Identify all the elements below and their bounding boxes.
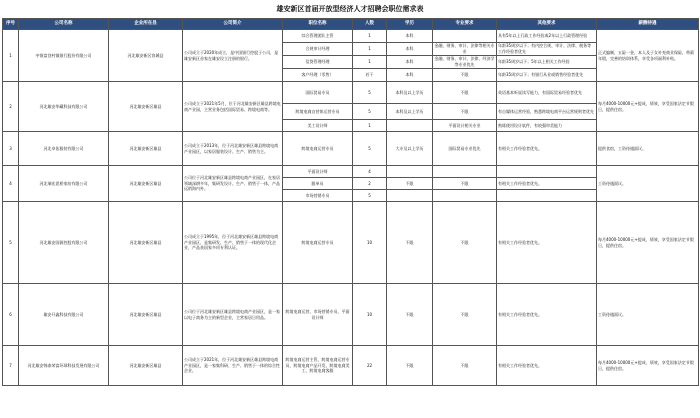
position-major: 不限 [433, 69, 497, 82]
company-intro: 公司成立于2013年，位于河北雄安新区雄县跨境电商产业园区，以家居服装设计、生产、销售为主。 [183, 132, 283, 166]
position-education: 本科及以上学历 [387, 104, 433, 120]
company-county: 河北雄安新区雄县 [109, 284, 183, 346]
position-major: 金融、财务、审计、法律等相关专业 [434, 43, 495, 54]
position-count: 5 [353, 190, 387, 202]
row-number: 6 [3, 284, 19, 346]
position-count: 10 [353, 284, 387, 346]
row-number: 1 [3, 30, 19, 82]
company-county: 河北雄安新区雄县 [109, 132, 183, 166]
header-cell: 学历 [387, 19, 433, 30]
row-number: 2 [3, 82, 19, 132]
position-title: 跟单员 [283, 178, 353, 190]
company-salary: 每月4000-10000元+提成，绩效，享受国家法定节假日，提供住宿。 [597, 202, 699, 284]
position-requirements: 有相关工作经验者优先。 [497, 178, 597, 190]
position-title: 合规审计经理 [283, 43, 353, 56]
table-body [3, 30, 699, 386]
position-count: 1 [353, 120, 387, 132]
company-county: 河北雄安新区雄县 [109, 346, 183, 386]
position-requirements: 有自媒体运营经验，熟悉跨境电商平台运营规则者优先 [497, 104, 597, 120]
position-education [387, 166, 433, 178]
company-salary: 工资待遇面议。 [597, 284, 699, 346]
position-count: 2 [353, 178, 387, 190]
company-intro: 公司位于河北雄安新区雄县跨境电商产业园区，是一家以电子商务为主的新型企业，主营家居日用品。 [183, 284, 283, 346]
company-name: 河北雄安锦泰荣富环球科技发展有限公司 [19, 346, 109, 386]
company-salary: 正式编制，五险一金，本人及子女补充商业保险，带薪年假，完善的培训体系，享受各项福利补贴。 [597, 30, 699, 82]
position-education [387, 120, 433, 132]
company-intro: 公司成立于1995年，位于河北雄安新区雄县跨境电商产业园区，是集研发、生产、销售于一体的现代化企业，产品获国家多项专利认证。 [183, 202, 283, 284]
row-number: 7 [3, 346, 19, 386]
position-major [433, 30, 497, 43]
jobs-table [2, 18, 699, 386]
position-education [387, 190, 433, 202]
position-education: 本科及以上学历 [387, 82, 433, 104]
position-title: 跨境电商运营、市场营销专员、平面设计师 [283, 284, 353, 346]
position-requirements: 年龄35周岁以下；5年以上相关工作经验 [497, 56, 597, 69]
table-row [3, 132, 699, 166]
row-number: 4 [3, 166, 19, 202]
position-requirements: 英语基本听说读写能力，有国际贸易经验者优先 [497, 82, 597, 104]
position-requirements: 年龄35周岁以下；有内控合规、审计、法律、税务等工作经验者优先 [497, 43, 597, 56]
company-intro: 公司成立于2021年，位于河北雄安新区雄县跨境电商产业园区，是一家集科研、生产、销售于一体的综合性企业。 [183, 346, 283, 386]
header-cell: 企业所在县 [109, 19, 183, 30]
position-education: 本科 [387, 56, 433, 69]
position-title: 平面设计师 [283, 166, 353, 178]
position-education: 不限 [387, 346, 433, 386]
position-title: 跨境电商运营专员 [283, 132, 353, 166]
position-major: 不限 [433, 202, 497, 284]
position-major: 不限 [433, 82, 497, 104]
company-salary: 每月4000-10000元+提成，绩效，享受国家法定节假日，提供住宿。 [597, 346, 699, 386]
company-salary: 每月4000-10000元+提成，绩效，享受国家法定节假日，提供住宿。 [597, 82, 699, 132]
company-salary: 提供食宿，工资待遇面议。 [597, 132, 699, 166]
company-intro: 公司位于河北雄安新区雄县跨境电商产业园区，在家居领域深耕多年，集研发设计、生产、销售于一体，产品远销海内外。 [183, 166, 283, 202]
position-title: 信贷管理经理 [283, 56, 353, 69]
company-intro: 公司成立于2021年5月，位于河北雄安新区雄县跨境电商产业园，主营业务包括国际贸易、跨境电商等。 [183, 82, 283, 132]
company-county: 河北雄安新区雄县 [109, 82, 183, 132]
header-cell: 序号 [3, 19, 19, 30]
position-major: 不限 [433, 104, 497, 120]
position-major [433, 190, 497, 202]
position-education: 本科 [387, 69, 433, 82]
position-education: 不限 [387, 178, 433, 190]
position-count: 5 [353, 132, 387, 166]
company-name: 河北卓佑服装有限公司 [19, 132, 109, 166]
position-major [433, 166, 497, 178]
position-requirements [497, 166, 597, 178]
header-cell: 专业要求 [433, 19, 497, 30]
position-education: 不限 [387, 284, 433, 346]
position-title: 市场营销专员 [283, 190, 353, 202]
table-row [3, 202, 699, 284]
position-count: 4 [353, 166, 387, 178]
position-major: 不限 [433, 284, 497, 346]
company-name: 河北雄安华藏科技有限公司 [19, 82, 109, 132]
position-education: 大专及以上学历 [387, 132, 433, 166]
position-major: 国际贸易专业优先 [433, 132, 497, 166]
position-requirements [497, 190, 597, 202]
company-name: 河北瑞宏思桥家纺有限公司 [19, 166, 109, 202]
position-title: 跨境电商运营专员 [283, 202, 353, 284]
position-title: 综合管理团队主管 [283, 30, 353, 43]
company-name: 雄安开鑫科技有限公司 [19, 284, 109, 346]
header-cell: 人数 [353, 19, 387, 30]
table-row [3, 30, 699, 43]
company-salary: 工资待遇面议。 [597, 166, 699, 202]
position-major: 金融、财务、审计、法律、经济学等专业优先 [434, 56, 495, 67]
position-requirements: 有相关工作经验者优先。 [497, 284, 597, 346]
position-count: 5 [353, 104, 387, 120]
position-title: 国际贸易专员 [283, 82, 353, 104]
position-count: 1 [353, 30, 387, 43]
position-requirements: 有相关工作经验者优先。 [497, 202, 597, 284]
position-title: 跨境电商运营主管、跨境电商运营专员、跨境电商产品开发、跨境电商美工、跨境电商客服 [283, 346, 353, 386]
position-title: 跨境电商自营体运营专员 [283, 104, 353, 120]
row-number: 5 [3, 202, 19, 284]
position-education: 本科 [387, 30, 433, 43]
table-row [3, 346, 699, 386]
position-requirements: 具有5年以上行政工作经验或2年以上行政管理经验 [497, 30, 597, 43]
position-count: 1 [353, 43, 387, 56]
position-count: 若干 [353, 69, 387, 82]
header-cell: 薪酬待遇 [597, 19, 699, 30]
company-name: 中银富登村镇银行股份有限公司 [19, 30, 109, 82]
company-county: 河北雄安新区雄县 [109, 202, 183, 284]
header-cell: 公司名称 [19, 19, 109, 30]
position-count: 1 [353, 56, 387, 69]
page-title: 雄安新区首届开放型经济人才招聘会职位需求表 [276, 5, 424, 13]
position-requirements: 有相关工作经验者优先。 [497, 132, 597, 166]
company-name: 河北雄安国源控股有限公司 [19, 202, 109, 284]
position-requirements: 有相关工作经验者优先。 [497, 346, 597, 386]
company-intro: 公司成立于2020年成立，是中国银行控股子公司，是雄安新区首家在雄安设立注册的银行。 [183, 30, 283, 82]
table-row [3, 284, 699, 346]
position-count: 22 [353, 346, 387, 386]
position-title: 美工设计师 [283, 120, 353, 132]
header-cell: 其他要求 [497, 19, 597, 30]
position-requirements: 年龄35周岁以下；有银行从业或销售经验者优先 [497, 69, 597, 82]
header-cell: 公司简介 [183, 19, 283, 30]
position-education: 本科 [387, 43, 433, 56]
header-row [3, 19, 699, 30]
position-major: 平面设计相关专业 [433, 120, 497, 132]
position-education: 不限 [387, 202, 433, 284]
position-requirements: 熟练使用设计软件，有较强审美能力 [497, 120, 597, 132]
company-county: 河北雄安新区容城县 [109, 30, 183, 82]
company-county: 河北雄安新区雄县 [109, 166, 183, 202]
row-number: 3 [3, 132, 19, 166]
table-row [3, 166, 699, 178]
position-title: 客户经理（零售） [283, 69, 353, 82]
position-major: 不限 [433, 346, 497, 386]
table-row [3, 82, 699, 104]
position-count: 10 [353, 202, 387, 284]
position-count: 5 [353, 82, 387, 104]
position-major: 不限 [433, 178, 497, 190]
header-cell: 职位名称 [283, 19, 353, 30]
